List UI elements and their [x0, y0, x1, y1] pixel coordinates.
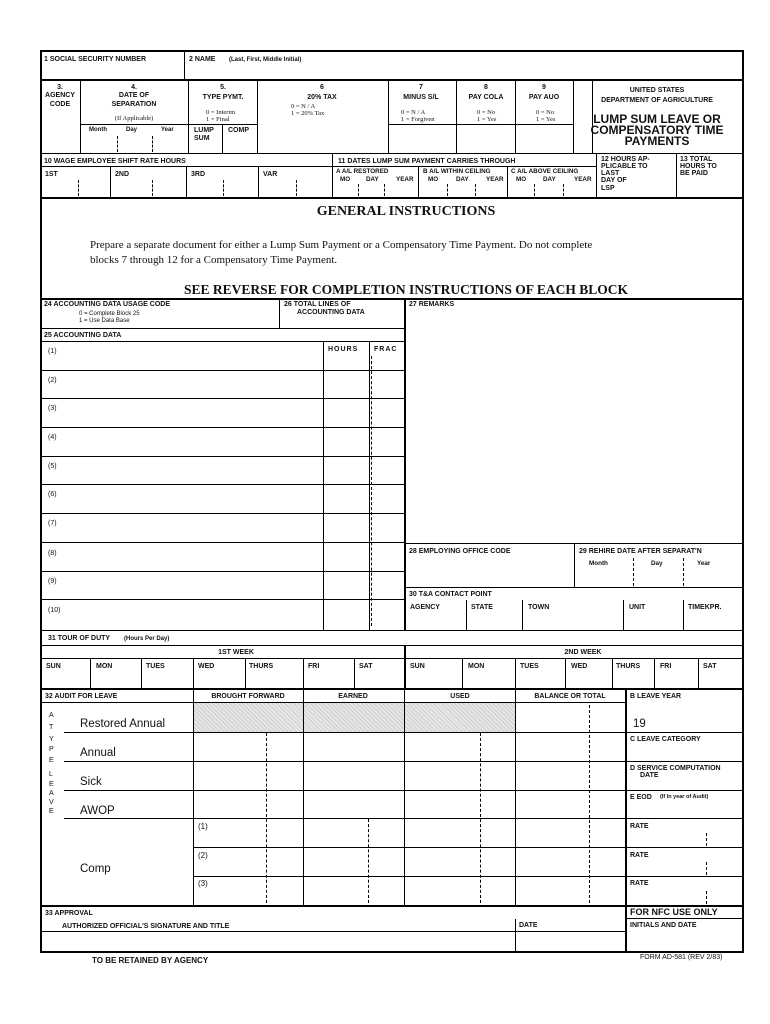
accounting-data-label: 25 ACCOUNTING DATA: [44, 332, 122, 339]
minus-sl-field[interactable]: [390, 126, 455, 152]
contact-town: TOWN: [528, 604, 550, 611]
type-letter-e3: E: [49, 808, 54, 815]
type-pymt-num: 5.: [220, 84, 226, 91]
rate-field-1[interactable]: [660, 833, 742, 846]
date-sep-month: Month: [89, 127, 107, 133]
approval-label: 33 APPROVAL: [45, 910, 93, 917]
comp-line-2: (2): [198, 851, 208, 860]
shift-3rd: 3RD: [191, 171, 206, 178]
contact-unit-field[interactable]: [625, 613, 682, 629]
tour-day-mon-1: MON: [96, 663, 113, 670]
leave-year-field[interactable]: [648, 714, 742, 731]
type-letter-e: E: [49, 757, 54, 764]
approval-date-field[interactable]: [517, 932, 624, 951]
al-above-label: C A/L ABOVE CEILING: [511, 168, 579, 175]
rehire-date-field[interactable]: [576, 570, 742, 586]
minus-sl-label: MINUS S/L: [403, 94, 439, 101]
total-hours-1: 13 TOTAL: [680, 156, 713, 163]
lump-sum-label-1: LUMP: [194, 127, 214, 134]
annual-leave-fields[interactable]: [194, 733, 624, 760]
rate-label-1: RATE: [630, 823, 649, 830]
above-mo: MO: [516, 176, 527, 183]
name-hint: (Last, First, Middle Initial): [229, 57, 302, 63]
tax-code-20: 1 = 20% Tax: [291, 110, 325, 117]
agency-code-label-1: AGENCY: [45, 92, 75, 99]
shift-1st: 1ST: [45, 171, 58, 178]
dept-line-1: UNITED STATES: [629, 87, 685, 94]
comp-line-3-fields[interactable]: [212, 877, 624, 904]
ssn-field[interactable]: [42, 64, 182, 78]
approval-date-label: DATE: [519, 922, 538, 929]
leave-year-label: B LEAVE YEAR: [630, 693, 682, 700]
restored-year: YEAR: [396, 176, 414, 183]
see-reverse-heading: SEE REVERSE FOR COMPLETION INSTRUCTIONS OF EACH BLOCK: [184, 282, 628, 297]
tour-day-thurs-1: THURS: [249, 663, 274, 670]
comp-line-1: (1): [198, 822, 208, 831]
accounting-line-9: (9): [48, 578, 57, 585]
balance-label: BALANCE OR TOTAL: [534, 693, 606, 700]
contact-point-label: 30 T&A CONTACT POINT: [409, 591, 492, 598]
pay-auo-field[interactable]: [517, 126, 572, 152]
general-text-line-2: blocks 7 through 12 for a Compensatory Time Payment.: [90, 254, 338, 266]
tour-day-thurs-2: THURS: [616, 663, 641, 670]
total-lines-label-1: 26 TOTAL LINES OF: [284, 301, 351, 308]
tax-label: 20% TAX: [307, 94, 337, 101]
date-sep-num: 4.: [131, 84, 137, 91]
accounting-line-6: (6): [48, 491, 57, 498]
shift-2nd-field[interactable]: [112, 180, 185, 196]
type-letter-e2: E: [49, 781, 54, 788]
date-sep-year: Year: [161, 127, 174, 133]
accounting-line-10: (10): [48, 607, 61, 614]
leave-year-prefix: 19: [633, 718, 646, 730]
form-title-line-2: COMPENSATORY TIME: [590, 123, 724, 137]
type-letter-t: T: [49, 724, 54, 731]
leave-category-field[interactable]: [627, 745, 742, 760]
type-code-interim: 0 = Interim: [206, 109, 236, 116]
awop-leave-fields[interactable]: [194, 791, 624, 817]
type-letter-v: V: [49, 799, 54, 806]
service-date-label-2: DATE: [640, 772, 659, 779]
eod-hint: (If In year of Audit): [660, 794, 709, 800]
accounting-line-3: (3): [48, 405, 57, 412]
rehire-month: Month: [589, 560, 608, 567]
general-instructions-heading: GENERAL INSTRUCTIONS: [316, 204, 496, 219]
name-field[interactable]: [186, 64, 742, 78]
tour-day-sun-1: SUN: [46, 663, 61, 670]
minus-code-na: 0 = N / A: [401, 109, 426, 116]
comp-line-1-fields[interactable]: [212, 819, 624, 846]
agency-code-label-2: CODE: [49, 101, 71, 108]
minus-code-forgiven: 1 = Forgiven: [401, 116, 435, 123]
used-label: USED: [450, 693, 470, 700]
total-hours-field[interactable]: [678, 178, 742, 196]
type-letter-l: L: [49, 771, 53, 778]
total-lines-label-2: ACCOUNTING DATA: [297, 309, 365, 316]
pay-auo-label: PAY AUO: [528, 94, 560, 101]
restored-annual-balance-field[interactable]: [517, 703, 624, 731]
if-applicable-note: (If Applicable): [114, 115, 154, 122]
signature-field[interactable]: [42, 932, 514, 951]
employing-office-label: 28 EMPLOYING OFFICE CODE: [409, 548, 511, 555]
usage-code-0: 0 = Complete Block 25: [79, 311, 140, 317]
earned-label: EARNED: [338, 693, 368, 700]
restored-day: DAY: [366, 176, 379, 183]
leave-category-label: C LEAVE CATEGORY: [630, 736, 701, 743]
employing-office-field[interactable]: [407, 558, 573, 586]
total-hours-2: HOURS TO: [680, 163, 717, 170]
hours-applicable-1: 12 HOURS AP-: [601, 156, 650, 163]
tour-week-2-fields[interactable]: [406, 672, 742, 687]
general-text-line-1: Prepare a separate document for either a Lump Sum Payment or a Compensatory Time Payment. Do not complete: [90, 239, 593, 251]
type-pymt-label: TYPE PYMT.: [202, 94, 244, 101]
sick-leave-fields[interactable]: [194, 762, 624, 789]
restored-annual-shaded-area: [194, 703, 515, 732]
tour-hint: (Hours Per Day): [124, 636, 170, 642]
type-code-final: 1 = Final: [206, 116, 230, 123]
rate-label-3: RATE: [630, 880, 649, 887]
date-sep-field[interactable]: [82, 136, 187, 152]
pay-cola-label: PAY COLA: [468, 94, 504, 101]
contact-timekpr-field[interactable]: [685, 613, 742, 629]
shift-var: VAR: [263, 171, 278, 178]
lump-sum-label-2: SUM: [194, 135, 210, 142]
within-mo: MO: [428, 176, 439, 183]
hours-applicable-4: DAY OF: [601, 177, 627, 184]
tax-num: 6: [320, 84, 324, 91]
form-title-line-3: PAYMENTS: [624, 134, 690, 148]
al-within-label: B A/L WITHIN CEILING: [423, 168, 491, 175]
total-lines-field[interactable]: [281, 318, 403, 327]
al-restored-label: A A/L RESTORED: [336, 168, 389, 175]
accounting-line-5: (5): [48, 463, 57, 470]
dept-line-2: DEPARTMENT OF AGRICULTURE: [601, 97, 713, 104]
date-sep-label-1: DATE OF: [118, 92, 150, 99]
comp-label: COMP: [228, 127, 249, 134]
shift-2nd: 2ND: [115, 171, 130, 178]
leave-row-comp: Comp: [80, 863, 111, 875]
cola-code-yes: 1 = Yes: [477, 116, 497, 123]
audit-label: 32 AUDIT FOR LEAVE: [45, 693, 118, 700]
rehire-day: Day: [651, 560, 663, 567]
auo-code-yes: 1 = Yes: [536, 116, 556, 123]
tour-day-tues-2: TUES: [520, 663, 539, 670]
pay-auo-num: 9: [542, 84, 546, 91]
tour-day-fri-1: FRI: [308, 663, 320, 670]
rate-label-2: RATE: [630, 852, 649, 859]
tax-code-na: 0 = N / A: [291, 103, 316, 110]
hours-applicable-5: LSP: [601, 185, 615, 192]
dates-carries-label: 11 DATES LUMP SUM PAYMENT CARRIES THROUGH: [338, 158, 516, 165]
usage-code-1: 1 = Use Data Base: [79, 318, 130, 324]
within-year: YEAR: [486, 176, 504, 183]
contact-agency-field[interactable]: [407, 613, 465, 629]
type-letter-a: A: [49, 712, 54, 719]
tour-day-sun-2: SUN: [410, 663, 425, 670]
eod-label: E EOD: [630, 794, 652, 801]
shift-3rd-field[interactable]: [188, 180, 257, 196]
general-instructions-text: [90, 238, 710, 268]
above-year: YEAR: [574, 176, 592, 183]
cola-code-no: 0 = No: [477, 109, 496, 116]
hours-applicable-2: PLICABLE TO: [601, 163, 648, 170]
usage-code-field[interactable]: [170, 310, 278, 327]
tour-day-mon-2: MON: [468, 663, 485, 670]
contact-timekpr: TIMEKPR.: [688, 604, 722, 611]
initials-date-field[interactable]: [627, 932, 742, 951]
date-sep-label-2: SEPARATION: [111, 101, 157, 108]
contact-unit: UNIT: [629, 604, 646, 611]
contact-state-field[interactable]: [468, 613, 521, 629]
tour-day-sat-2: SAT: [703, 663, 717, 670]
tour-day-wed-1: WED: [198, 663, 215, 670]
lump-sum-field[interactable]: [190, 142, 221, 152]
within-day: DAY: [456, 176, 469, 183]
ssn-label: 1 SOCIAL SECURITY NUMBER: [44, 56, 147, 63]
remarks-label: 27 REMARKS: [409, 301, 455, 308]
contact-town-field[interactable]: [524, 613, 622, 629]
shift-label: 10 WAGE EMPLOYEE SHIFT RATE HOURS: [44, 158, 186, 165]
leave-row-awop: AWOP: [80, 805, 115, 817]
al-restored-date-field[interactable]: [334, 184, 417, 196]
tour-day-tues-1: TUES: [146, 663, 165, 670]
form-title-line-1: LUMP SUM LEAVE OR: [593, 112, 721, 126]
above-day: DAY: [543, 176, 556, 183]
tour-week-1-fields[interactable]: [42, 672, 403, 687]
week-2-label: 2ND WEEK: [564, 649, 602, 656]
contact-state: STATE: [471, 604, 493, 611]
tour-of-duty-label: 31 TOUR OF DUTY: [48, 635, 111, 642]
total-hours-3: BE PAID: [680, 170, 708, 177]
usage-code-label: 24 ACCOUNTING DATA USAGE CODE: [44, 301, 171, 308]
auo-code-no: 0 = No: [536, 109, 555, 116]
accounting-line-4: (4): [48, 434, 57, 441]
hours-applicable-field[interactable]: [640, 176, 675, 196]
pay-cola-num: 8: [484, 84, 488, 91]
eod-field[interactable]: [627, 804, 742, 817]
signature-label: AUTHORIZED OFFICIAL'S SIGNATURE AND TITLE: [62, 923, 230, 930]
comp-line-2-fields[interactable]: [212, 848, 624, 875]
agency-code-num: 3.: [57, 84, 63, 91]
leave-row-sick: Sick: [80, 776, 102, 788]
remarks-field[interactable]: [407, 310, 743, 542]
minus-sl-num: 7: [419, 84, 423, 91]
agency-code-field[interactable]: [42, 112, 79, 152]
leave-row-annual: Annual: [80, 747, 116, 759]
contact-agency: AGENCY: [410, 604, 440, 611]
type-letter-p: P: [49, 746, 54, 753]
tour-day-fri-2: FRI: [660, 663, 672, 670]
al-above-date-field[interactable]: [509, 184, 595, 196]
rehire-date-label: 29 REHIRE DATE AFTER SEPARAT'N: [579, 548, 702, 555]
name-label: 2 NAME: [189, 56, 216, 63]
brought-forward-label: BROUGHT FORWARD: [211, 693, 285, 700]
type-letter-a2: A: [49, 790, 54, 797]
accounting-line-8: (8): [48, 550, 57, 557]
retained-by-agency: TO BE RETAINED BY AGENCY: [92, 956, 209, 965]
accounting-line-1: (1): [48, 348, 57, 355]
accounting-data-field[interactable]: [64, 342, 322, 629]
accounting-line-7: (7): [48, 520, 57, 527]
rate-field-2[interactable]: [660, 862, 742, 875]
date-sep-day: Day: [126, 127, 138, 133]
hours-column-label: HOURS: [328, 346, 359, 353]
tour-day-sat-1: SAT: [359, 663, 373, 670]
type-letter-y: Y: [49, 736, 54, 743]
hours-applicable-3: LAST: [601, 170, 620, 177]
shift-1st-field[interactable]: [42, 180, 109, 196]
comp-field[interactable]: [224, 136, 256, 152]
shift-var-field[interactable]: [260, 180, 331, 196]
nfc-use-label: FOR NFC USE ONLY: [630, 907, 718, 917]
form-number: FORM AD-581 (REV 2/83): [640, 954, 723, 961]
leave-row-restored-annual: Restored Annual: [80, 718, 166, 730]
accounting-line-2: (2): [48, 377, 57, 384]
initials-date-label: INITIALS AND DATE: [630, 922, 697, 929]
tour-day-wed-2: WED: [571, 663, 588, 670]
accounting-hours-field[interactable]: [325, 356, 368, 629]
tax-field[interactable]: [259, 120, 387, 152]
service-date-field[interactable]: [627, 780, 742, 789]
restored-mo: MO: [340, 176, 351, 183]
rehire-year: Year: [697, 560, 711, 567]
rate-field-3[interactable]: [660, 891, 742, 904]
pay-cola-field[interactable]: [458, 126, 514, 152]
comp-line-3: (3): [198, 879, 208, 888]
frac-column-label: FRAC: [374, 346, 398, 353]
al-within-date-field[interactable]: [420, 184, 506, 196]
accounting-frac-field[interactable]: [374, 356, 403, 629]
service-date-label-1: D SERVICE COMPUTATION: [630, 765, 721, 772]
week-1-label: 1ST WEEK: [218, 649, 254, 656]
